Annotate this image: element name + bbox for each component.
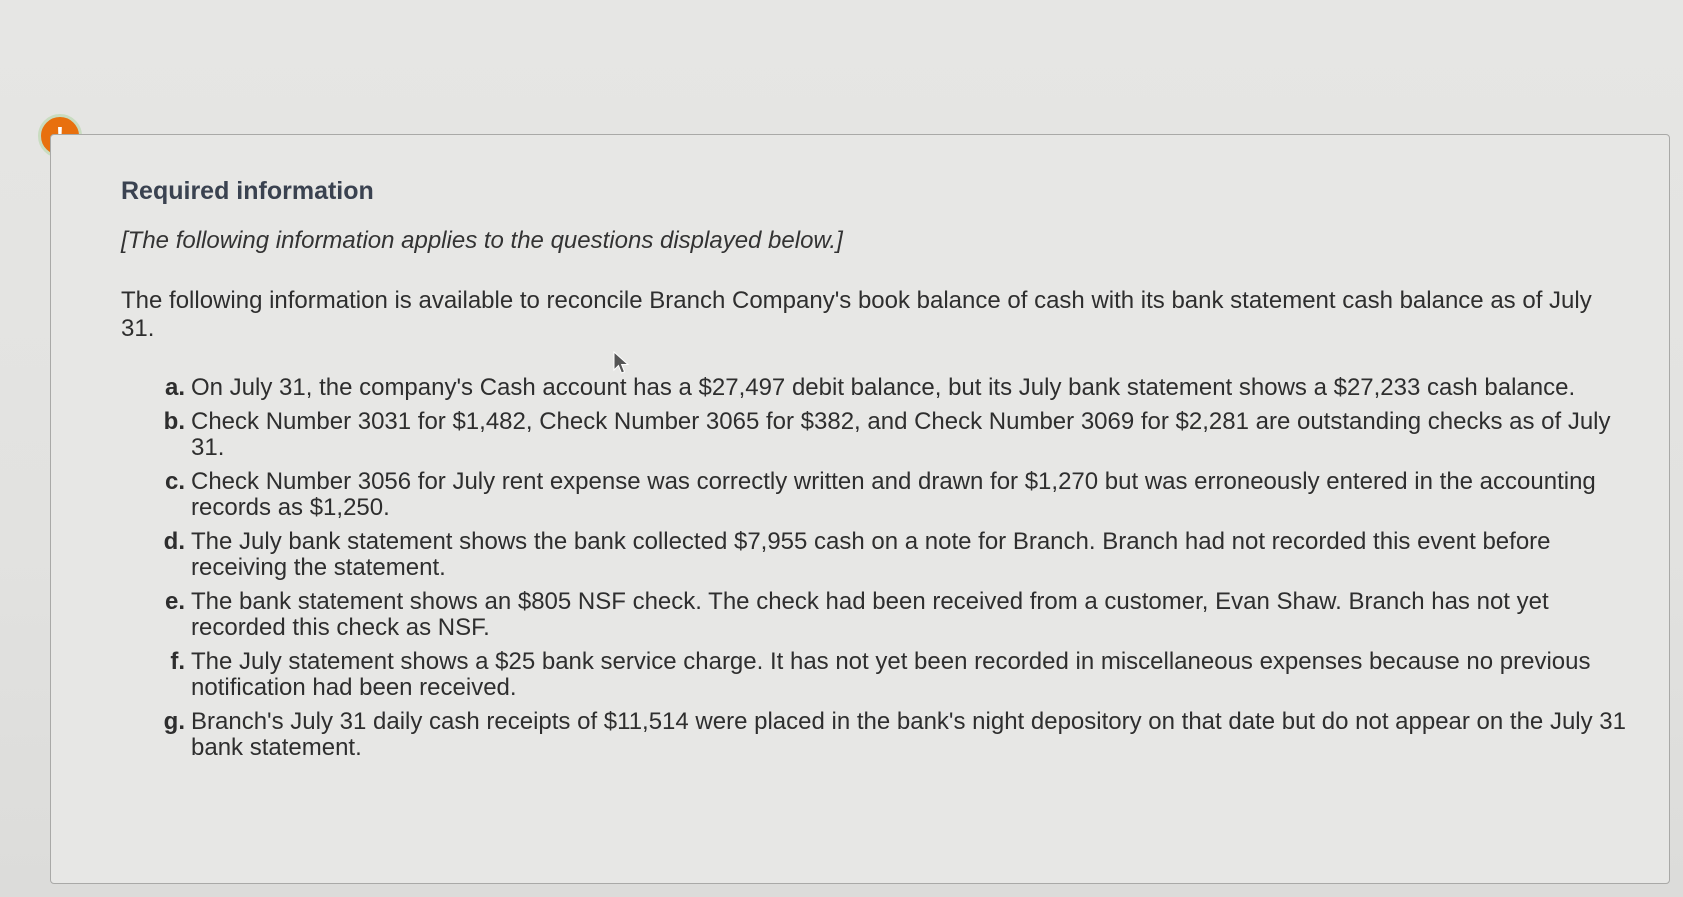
- panel-heading: Required information: [121, 177, 374, 205]
- item-text: The July bank statement shows the bank collected $7,955 cash on a note for Branch. Branch had not recorded this event before receiving the statement.: [191, 528, 1551, 581]
- panel-note: [The following information applies to the questions displayed below.]: [121, 227, 843, 254]
- item-text: The July statement shows a $25 bank service charge. It has not yet been recorded in miscellaneous expenses because no previous notification had been received.: [191, 648, 1591, 701]
- item-letter: c.: [164, 468, 185, 495]
- item-letter: g.: [163, 708, 185, 735]
- list-item: [161, 709, 1641, 761]
- item-letter: e.: [164, 588, 185, 615]
- information-list: [161, 375, 1641, 769]
- item-letter: f.: [170, 648, 185, 675]
- list-item: [161, 529, 1641, 581]
- intro-paragraph: The following information is available to reconcile Branch Company's book balance of cash with its bank statement cash balance as of July 31.: [121, 287, 1592, 342]
- item-text: Check Number 3056 for July rent expense was correctly written and drawn for $1,270 but was erroneously entered in the accounting records as $1,250.: [191, 468, 1596, 521]
- list-item: [161, 375, 1641, 401]
- list-item: [161, 589, 1641, 641]
- item-letter: a.: [164, 374, 185, 401]
- mouse-pointer-icon: [612, 351, 630, 375]
- list-item: [161, 469, 1641, 521]
- item-letter: d.: [163, 528, 185, 555]
- item-text: Check Number 3031 for $1,482, Check Number 3065 for $382, and Check Number 3069 for $2,281 are outstanding checks as of July 31.: [191, 408, 1611, 461]
- required-information-panel: [50, 134, 1670, 884]
- list-item: [161, 409, 1641, 461]
- item-text: The bank statement shows an $805 NSF check. The check had been received from a customer, Evan Shaw. Branch has not yet recorded this check as NSF.: [191, 588, 1549, 641]
- item-text: Branch's July 31 daily cash receipts of $11,514 were placed in the bank's night depository on that date but do not appear on the July 31 bank statement.: [191, 708, 1626, 761]
- list-item: [161, 649, 1641, 701]
- item-letter: b.: [163, 408, 185, 435]
- item-text: On July 31, the company's Cash account has a $27,497 debit balance, but its July bank statement shows a $27,233 cash balance.: [191, 374, 1576, 401]
